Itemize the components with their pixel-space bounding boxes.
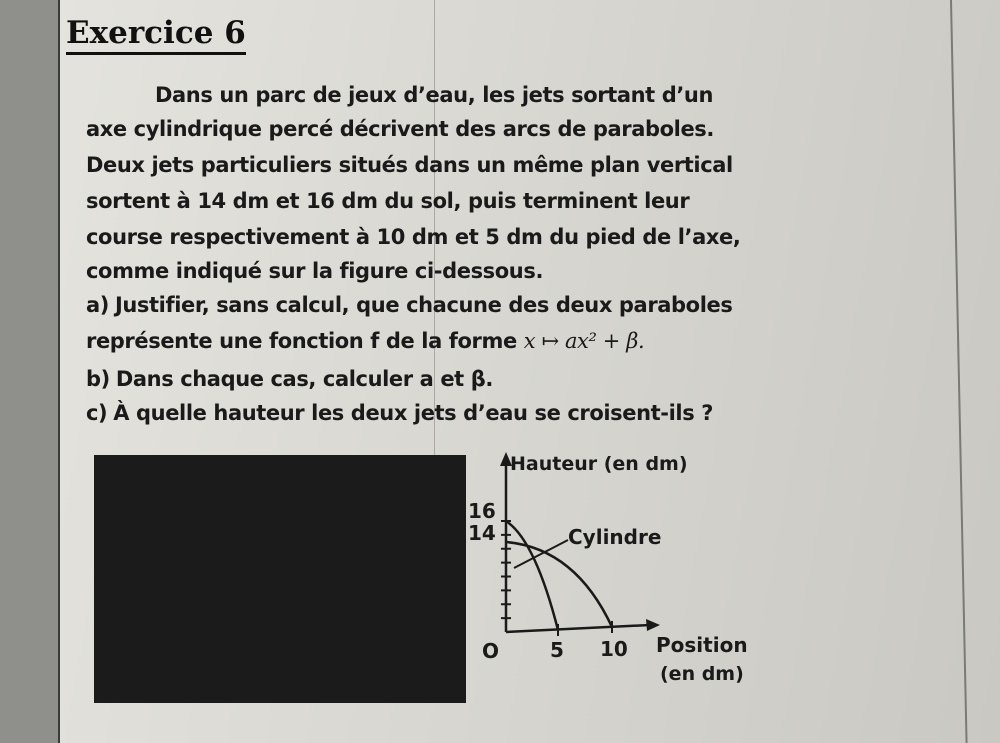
intro-line-4: sortent à 14 dm et 16 dm du sol, puis terminent leur — [86, 189, 690, 213]
question-b-text: Dans chaque cas, calculer a et β. — [115, 367, 493, 391]
x-tick-label-10: 10 — [600, 637, 628, 661]
y-tick-label-14: 14 — [468, 521, 496, 545]
question-a-label: a) — [86, 293, 109, 317]
y-axis-label: Hauteur (en dm) — [510, 453, 688, 475]
question-a-text-1: Justifier, sans calcul, que chacune des deux paraboles — [114, 293, 733, 317]
x-axis-label-2: (en dm) — [660, 663, 744, 685]
origin-label: O — [482, 639, 500, 663]
jet-16-parabola — [506, 521, 558, 630]
question-a-formula: x ↦ ax² + β. — [523, 329, 645, 353]
x-axis-arrow — [646, 619, 660, 631]
x-tick-label-5: 5 — [550, 638, 564, 662]
x-axis-label-1: Position — [656, 633, 748, 657]
question-c-label: c) — [86, 401, 108, 425]
intro-line-3: Deux jets particuliers situés dans un même plan vertical — [86, 153, 733, 177]
question-a-text-2: représente une fonction f de la forme — [86, 329, 517, 353]
question-c-text: À quelle hauteur les deux jets d’eau se croisent-ils ? — [113, 401, 713, 425]
exercise-title: Exercice 6 — [66, 14, 246, 55]
cylinder-label: Cylindre — [568, 525, 662, 549]
question-b-label: b) — [86, 367, 110, 391]
intro-line-1: Dans un parc de jeux d’eau, les jets sortant d’un — [155, 83, 714, 107]
x-axis — [506, 625, 650, 632]
intro-line-6: comme indiqué sur la figure ci-dessous. — [86, 259, 544, 283]
y-tick-label-16: 16 — [468, 499, 496, 523]
jet-14-parabola — [506, 542, 612, 627]
intro-line-5: course respectivement à 10 dm et 5 dm du pied de l’axe, — [86, 225, 741, 249]
intro-line-2: axe cylindrique percé décrivent des arcs de paraboles. — [86, 117, 714, 141]
